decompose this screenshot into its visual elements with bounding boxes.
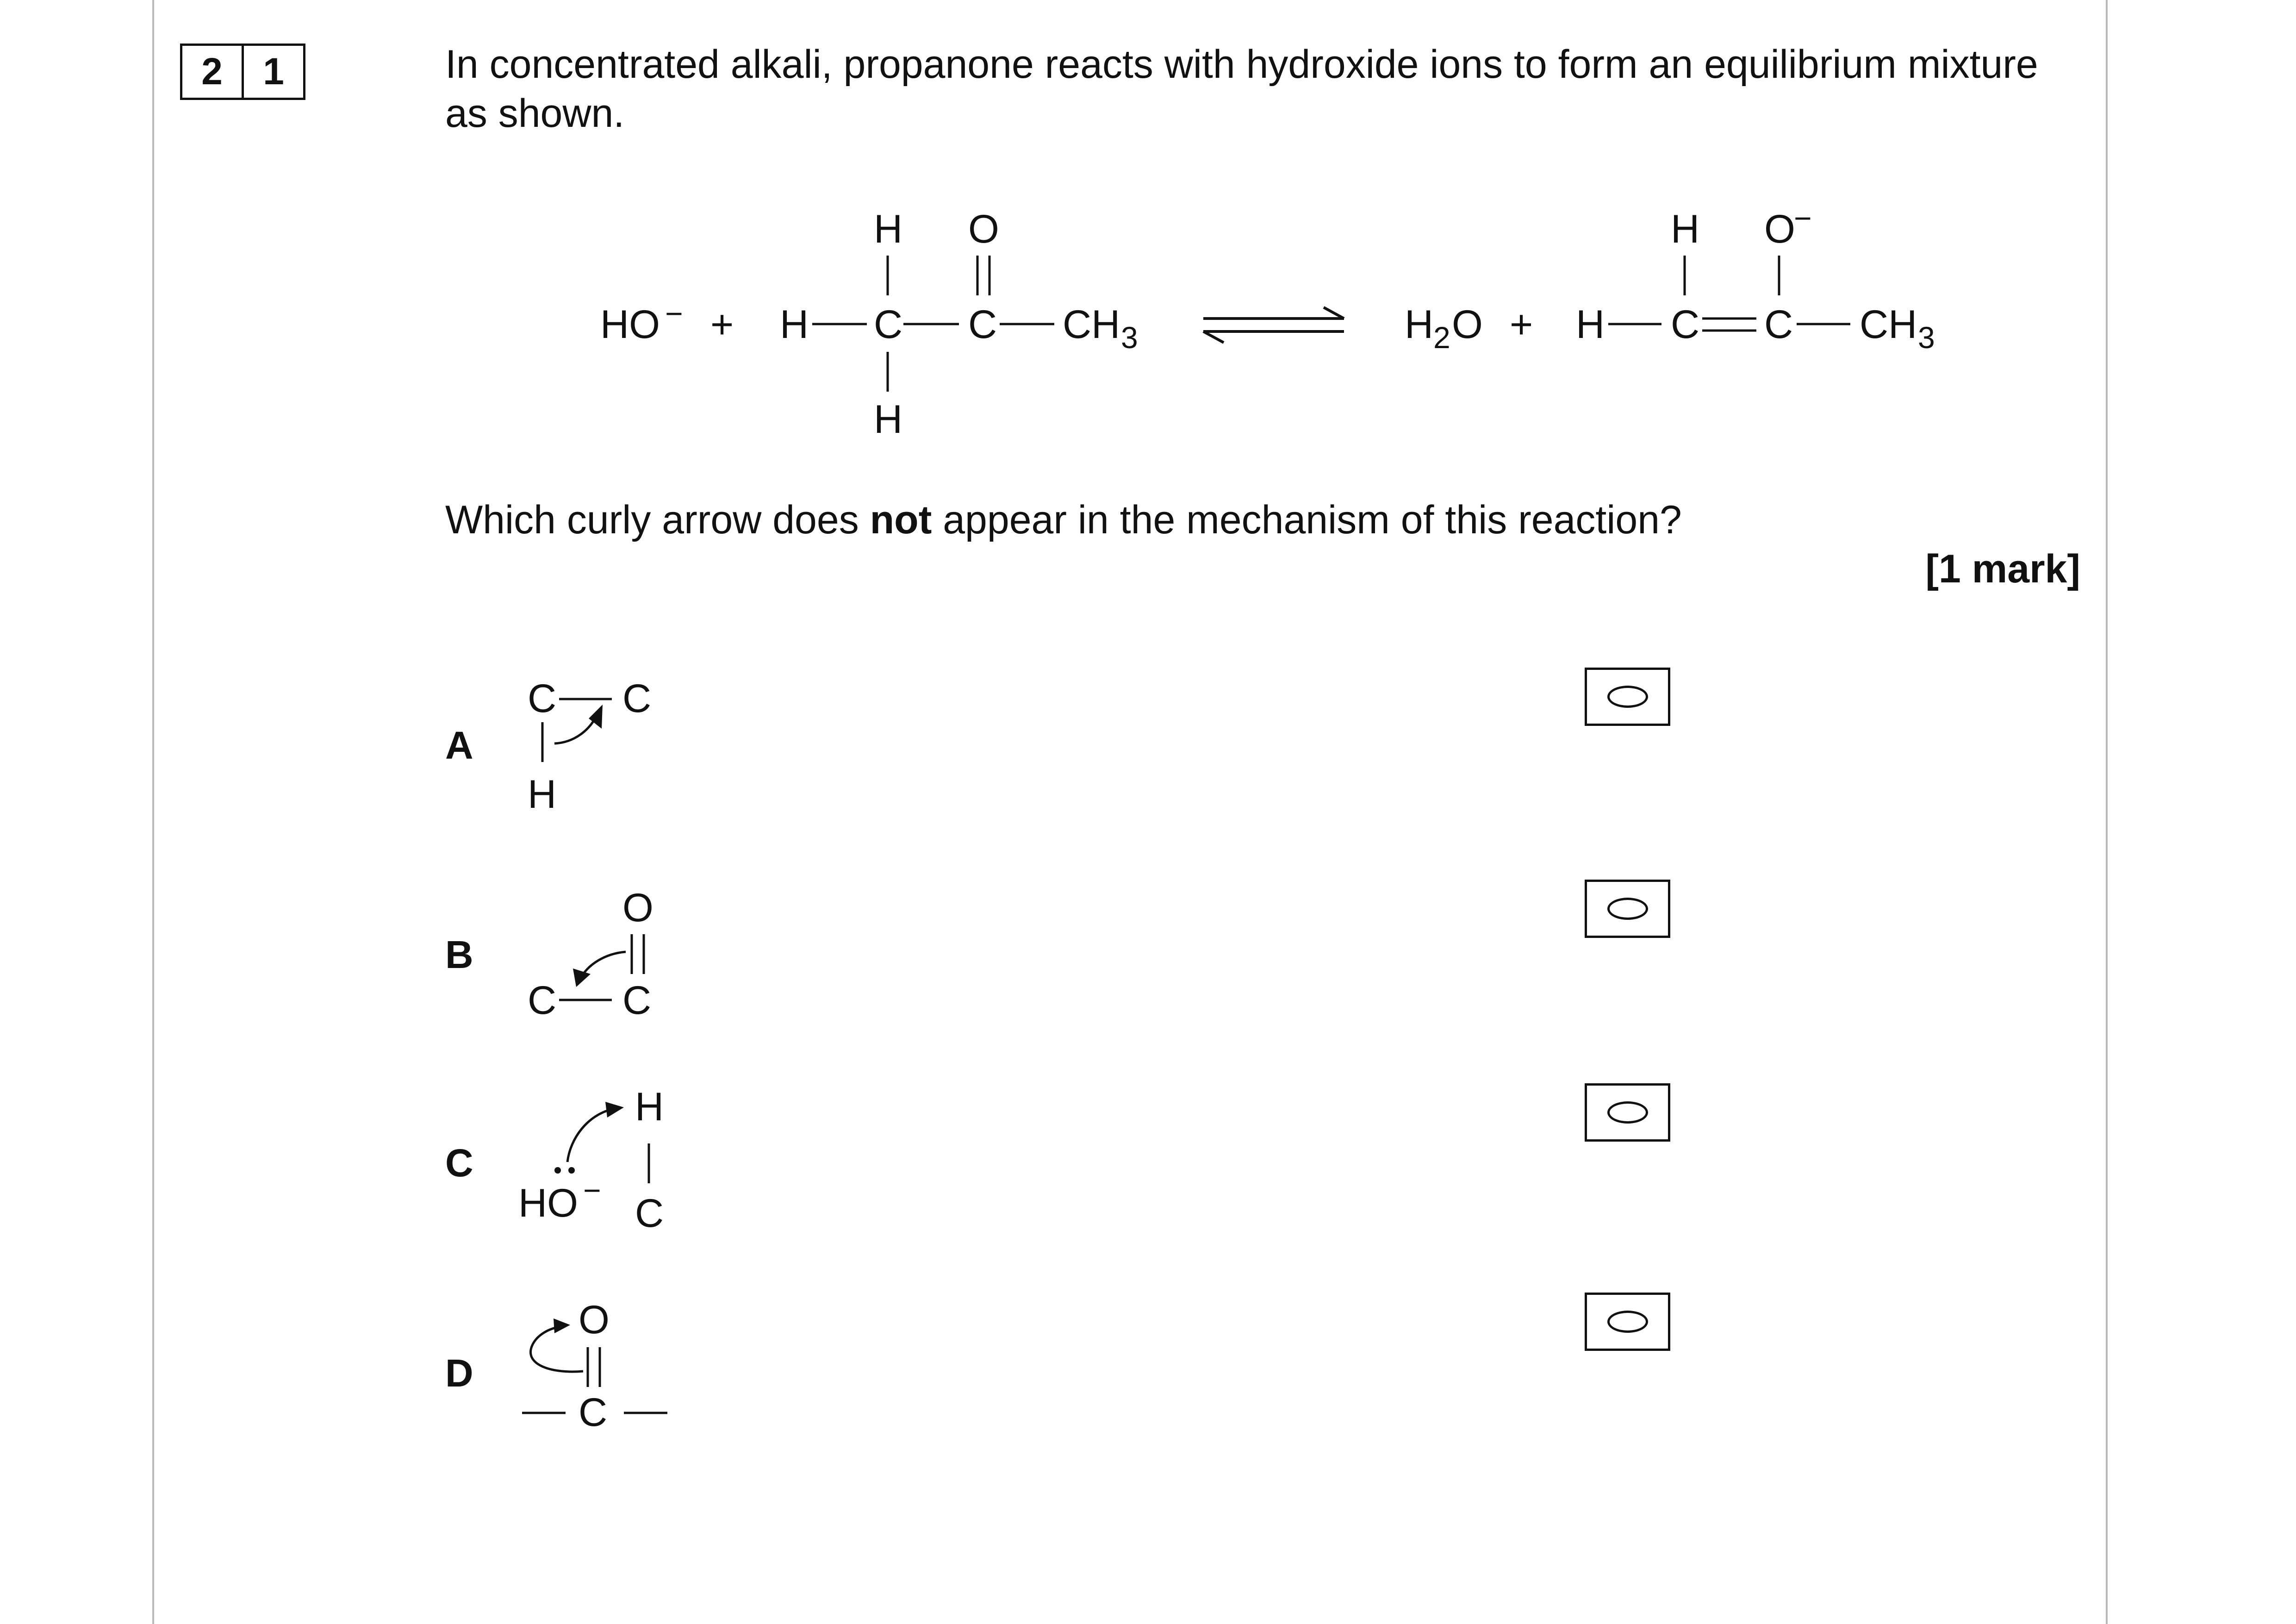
question-prompt (445, 497, 1682, 543)
answer-box-a[interactable] (1585, 668, 1670, 726)
atom-C: C (528, 676, 557, 721)
option-letter-d: D (445, 1351, 473, 1395)
marks-label: [1 mark] (1925, 547, 2080, 591)
atom-H: H (780, 302, 809, 347)
option-d-structure (522, 1298, 667, 1435)
answer-bubble[interactable] (1607, 898, 1648, 920)
atom-O: O (622, 886, 653, 930)
charge-minus: − (665, 296, 683, 331)
equilibrium-arrows (1203, 307, 1344, 343)
water-subscript: 2 (1433, 320, 1450, 355)
atom-C: C (874, 302, 903, 347)
answer-box-b[interactable] (1585, 880, 1670, 938)
water-H: H (1405, 302, 1434, 347)
atom-H: H (528, 772, 557, 817)
hydroxide-ion: HO (600, 302, 660, 347)
option-b-structure (528, 886, 653, 1023)
water-O: O (1452, 302, 1483, 347)
charge-minus: − (583, 1173, 601, 1207)
methyl-group: CH (1860, 302, 1917, 347)
answer-bubble[interactable] (1607, 1311, 1648, 1333)
charge-minus: − (1794, 201, 1812, 235)
atom-C: C (635, 1191, 664, 1236)
atom-C: C (968, 302, 997, 347)
atom-H: H (1576, 302, 1605, 347)
prompt-text: appear in the mechanism of this reaction? (932, 498, 1682, 542)
atom-H: H (874, 397, 903, 442)
atom-H: H (635, 1085, 664, 1129)
answer-box-d[interactable] (1585, 1293, 1670, 1351)
atom-C: C (1764, 302, 1793, 347)
answer-bubble[interactable] (1607, 1101, 1648, 1124)
hydroxide: HO (518, 1181, 578, 1225)
option-letter-b: B (445, 933, 473, 976)
prompt-text: Which curly arrow does (445, 498, 870, 542)
option-letter-a: A (445, 724, 473, 767)
question-number-digit: 2 (201, 50, 223, 93)
atom-C: C (579, 1390, 608, 1435)
answer-bubble[interactable] (1607, 686, 1648, 708)
question-number-digit: 1 (242, 46, 303, 98)
methyl-group: CH (1063, 302, 1120, 347)
option-letter-c: C (445, 1141, 473, 1185)
atom-C: C (622, 978, 652, 1023)
option-c-structure (518, 1085, 664, 1236)
plus-sign: + (1510, 302, 1533, 347)
plus-sign: + (710, 302, 734, 347)
atom-H: H (874, 207, 903, 251)
atom-O: O (1764, 207, 1795, 251)
answer-box-c[interactable] (1585, 1083, 1670, 1142)
atom-C: C (1671, 302, 1700, 347)
atom-H: H (1671, 207, 1700, 251)
subscript-3: 3 (1121, 320, 1138, 355)
question-stem: In concentrated alkali, propanone reacts with hydroxide ions to form an equilibrium mixture as shown. (445, 42, 2038, 136)
option-a-structure (528, 676, 651, 817)
prompt-emphasis: not (870, 498, 932, 542)
subscript-3: 3 (1918, 320, 1935, 355)
atom-O: O (968, 207, 999, 251)
atom-C: C (528, 978, 557, 1023)
atom-O: O (579, 1298, 610, 1342)
atom-C: C (622, 676, 652, 721)
